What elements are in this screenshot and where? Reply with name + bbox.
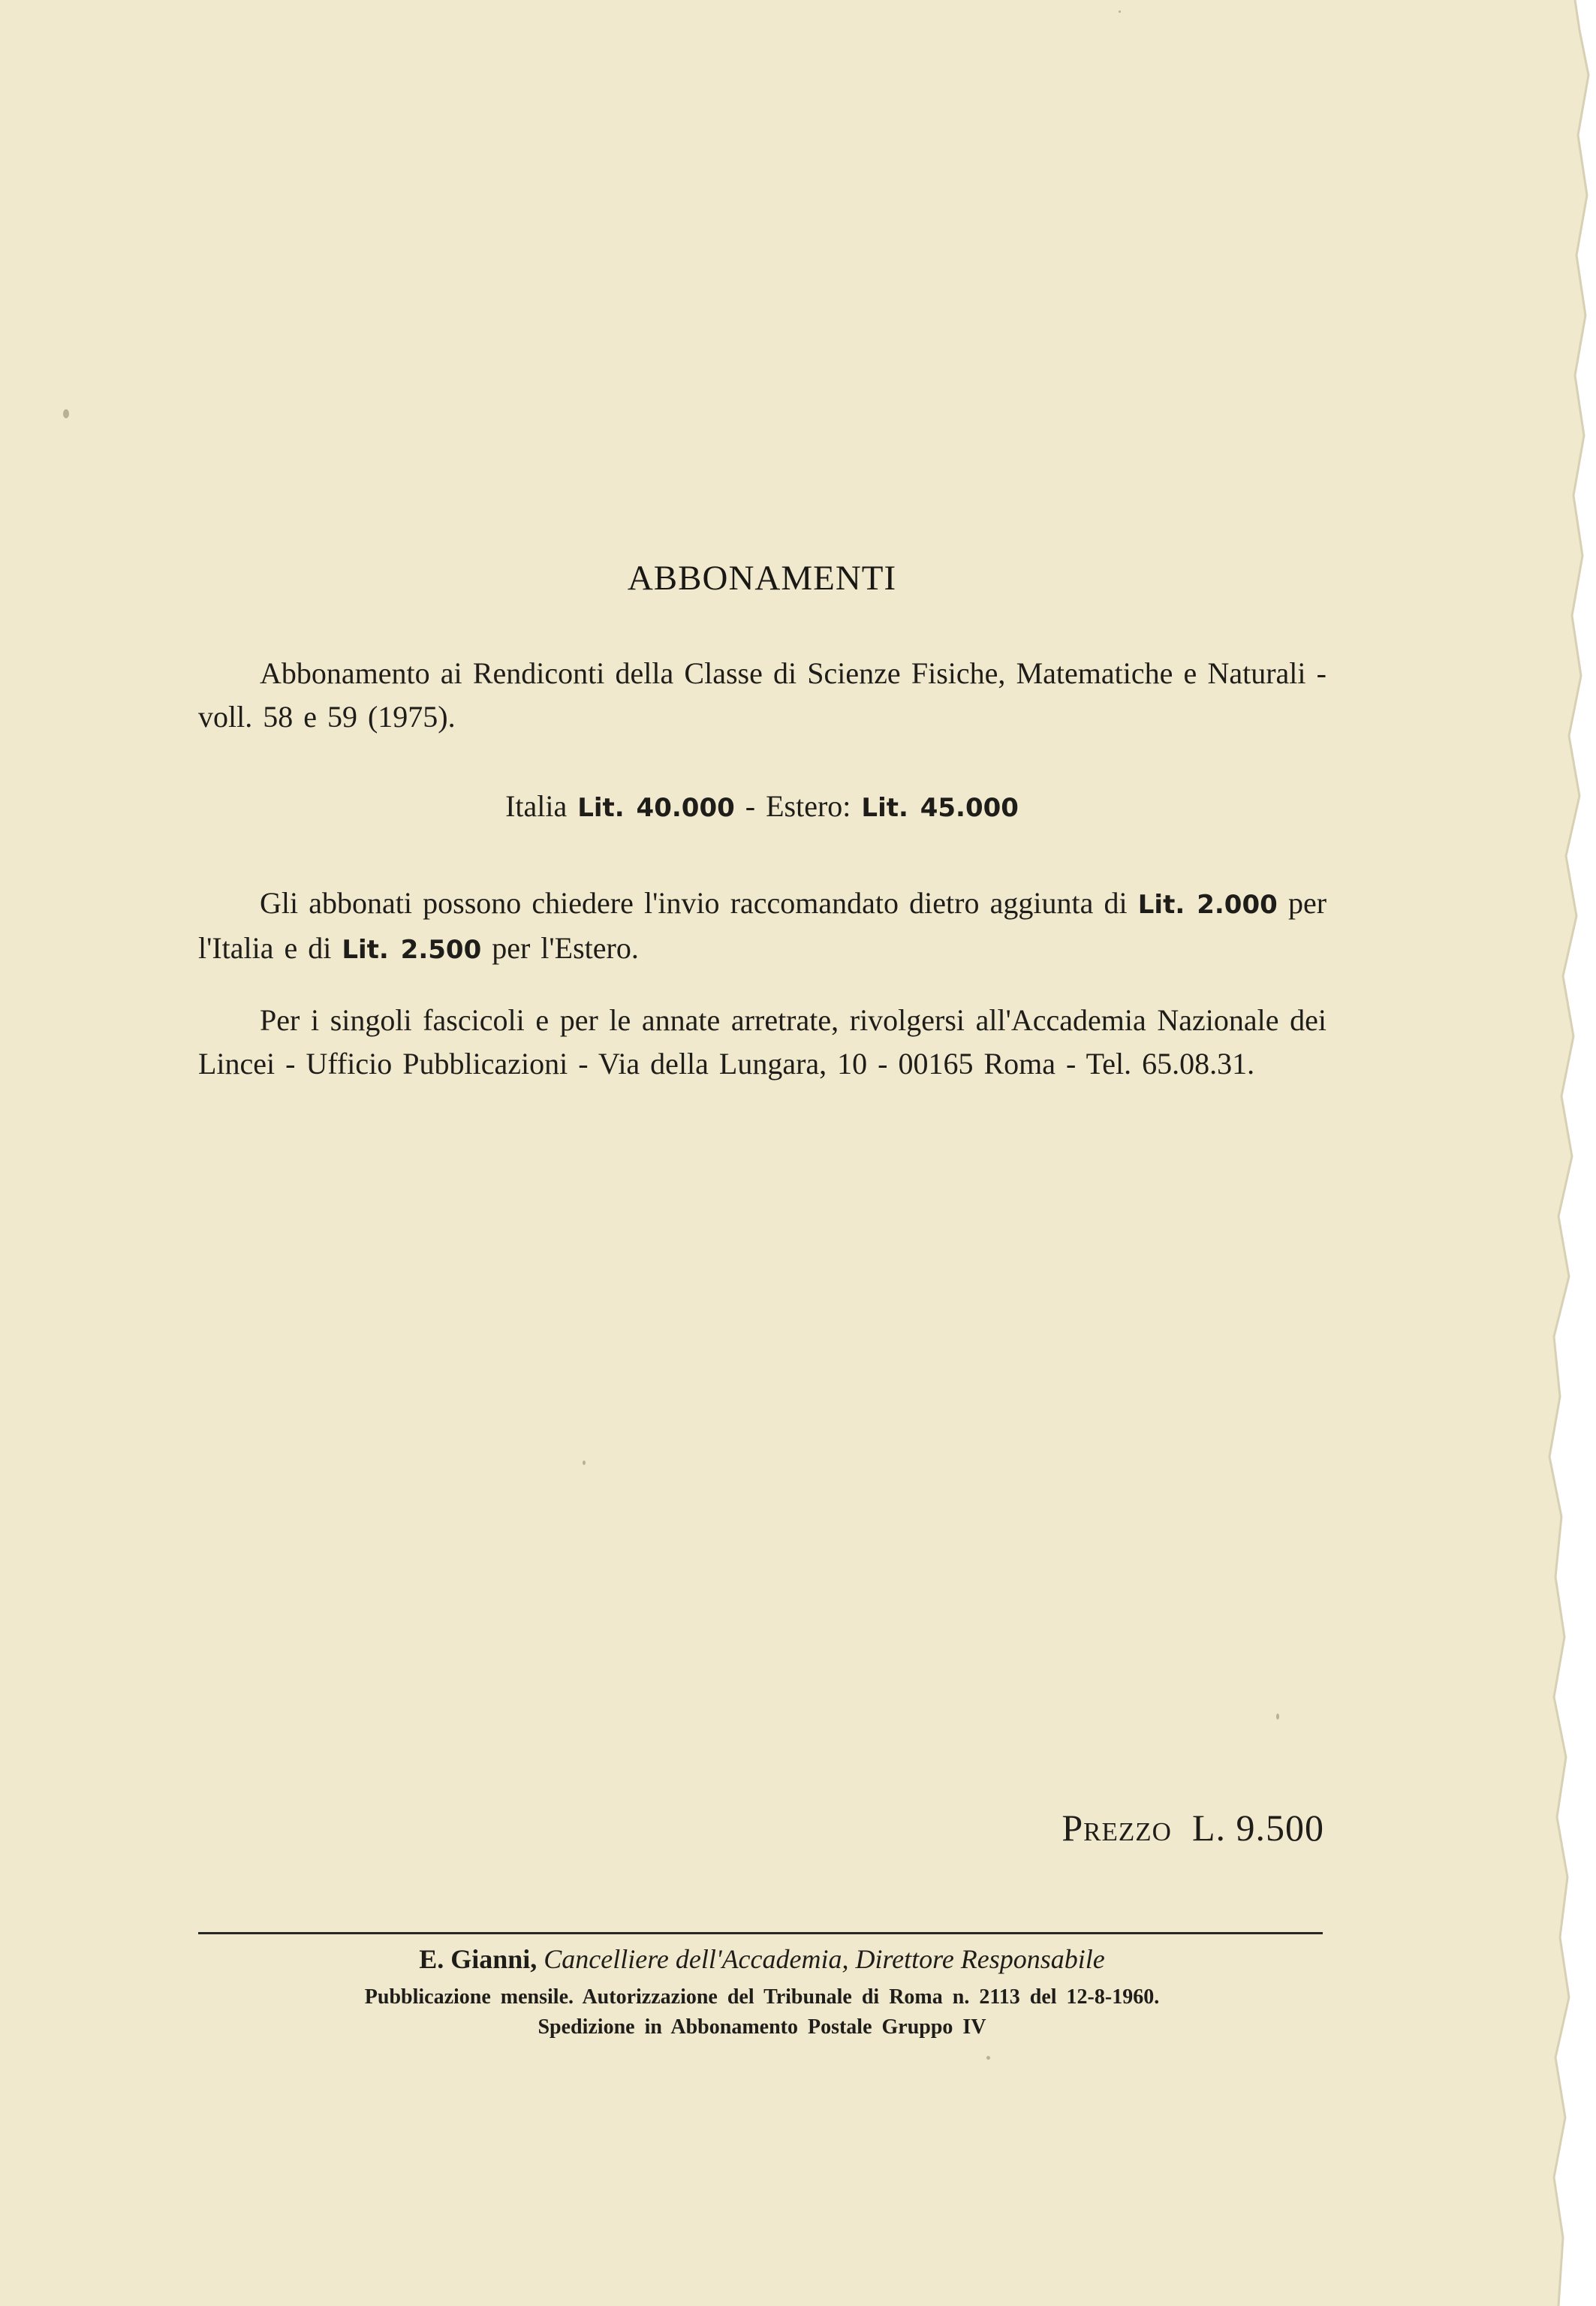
registered-mail-amount-estero: Lit. 2.500 [342,935,482,965]
prezzo-value: L. 9.500 [1191,1807,1324,1849]
italia-label: Italia [505,789,568,823]
footer-divider [198,1932,1323,1934]
estero-amount: Lit. 45.000 [861,793,1019,823]
registered-mail-text-2: per l'Italia e di [198,886,1327,965]
price-separator: - [745,789,756,823]
italia-amount: Lit. 40.000 [577,793,735,823]
prezzo-word: Prezzo [1061,1807,1172,1849]
paper-speck [63,409,69,418]
editor-name: E. Gianni, [419,1944,538,1974]
registered-mail-amount-italia: Lit. 2.000 [1137,890,1278,920]
paper-speck [986,2056,990,2060]
paper-speck [1119,11,1121,13]
paper-speck [1276,1714,1279,1720]
subscription-paragraph: Abbonamento ai Rendiconti della Classe di Scienze Fisiche, Matematiche e Naturali - voll. 58 e 59 (1975). [198,656,1326,734]
registered-mail-paragraph [198,882,1326,972]
editor-role: Cancelliere dell'Accademia, Direttore Responsabile [544,1944,1105,1974]
subscription-prices [0,788,1524,824]
back-issues-paragraph: Per i singoli fascicoli e per le annate arretrate, rivolgersi all'Accademia Nazionale dei Lincei - Ufficio Pubblicazioni - Via della Lungara, 10 - 00165 Roma - Tel. 65.08.31. [198,1003,1326,1081]
publication-notice: Pubblicazione mensile. Autorizzazione del Tribunale di Roma n. 2113 del 12-8-1960. [364,1985,1160,2009]
postal-notice: Spedizione in Abbonamento Postale Gruppo IV [538,2015,986,2039]
registered-mail-text-3: per l'Estero. [492,931,639,965]
registered-mail-text-1: Gli abbonati possono chiedere l'invio raccomandato dietro aggiunta di [260,886,1128,920]
editor-line [0,1943,1524,1975]
page-title: ABBONAMENTI [627,559,897,598]
estero-label: Estero: [766,789,851,823]
paper-speck [583,1460,586,1465]
price-label [1061,1806,1324,1849]
